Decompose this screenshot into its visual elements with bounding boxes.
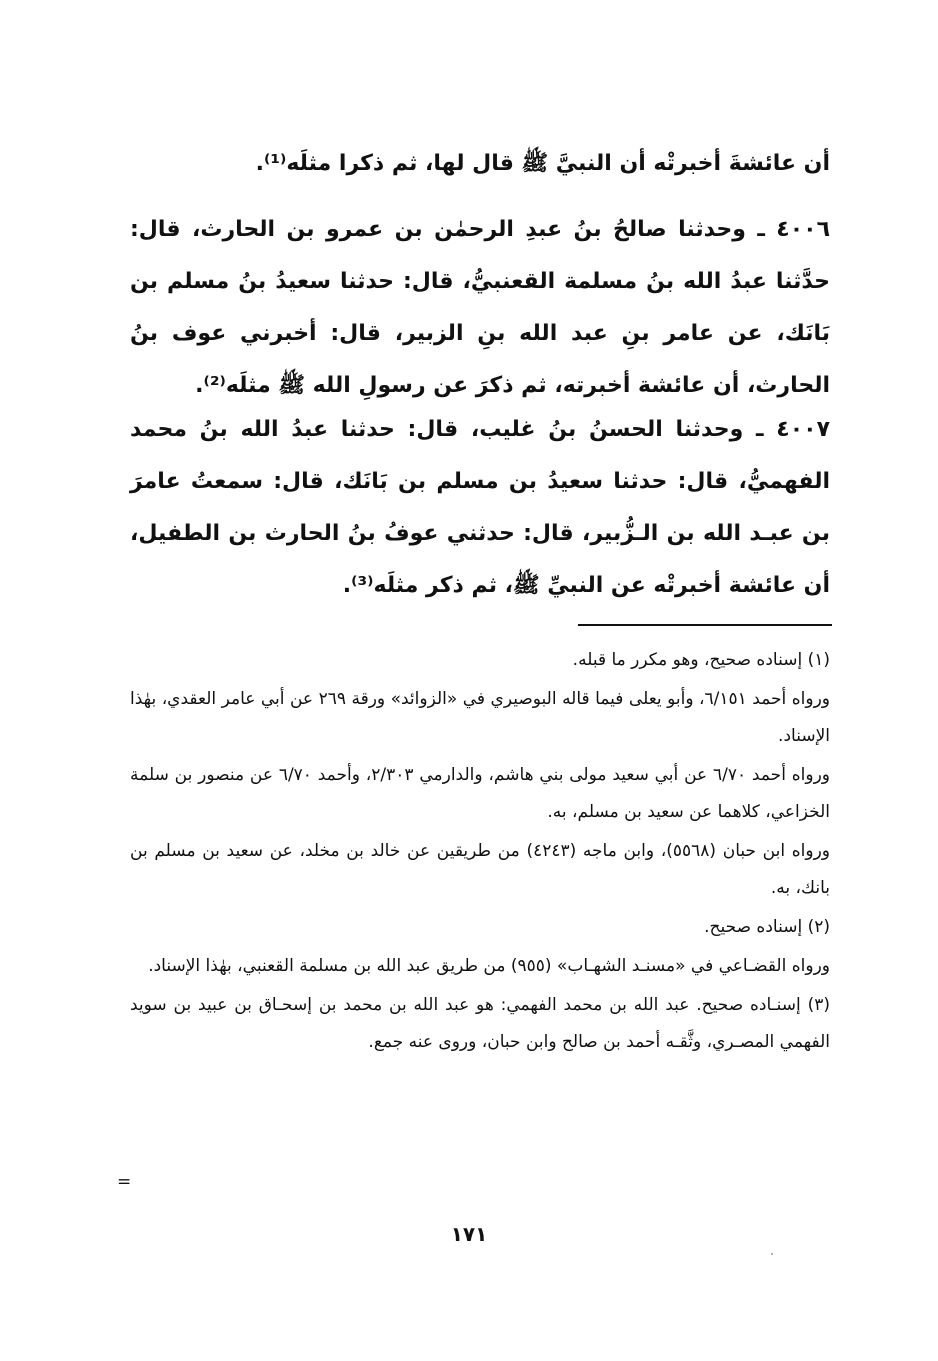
footnote-2-continuation: ورواه القضـاعي في «مسنـد الشهـاب» (٩٥٥) من طريق عبد الله بن مسلمة القعنبي، بهٰذا الإسناد. bbox=[148, 956, 830, 976]
footnote-2: (٢) إسناده صحيح. bbox=[704, 917, 830, 937]
footnote-1-continuation-b: ورواه أحمد ٦/٧٠ عن أبي سعيد مولى بني هاشم، والدارمي ٢/٣٠٣، وأحمد ٦/٧٠ عن منصور بن سلمة الخزاعي، كلاهما عن سعيد بن مسلم، به. bbox=[130, 765, 830, 822]
footnotes-block bbox=[130, 642, 830, 1063]
scan-speck bbox=[771, 1253, 773, 1255]
main-text-hadith-4007 bbox=[130, 404, 830, 620]
footnote-1: (١) إسناده صحيح، وهو مكرر ما قبله. bbox=[572, 650, 830, 670]
footnote-1-continuation-a: ورواه أحمد ٦/١٥١، وأبو يعلى فيما قاله البوصيري في «الزوائد» ورقة ٢٦٩ عن أبي عامر العقدي، بهٰذا الإسناد. bbox=[130, 689, 831, 746]
page-number: ١٧١ bbox=[450, 1222, 488, 1246]
paragraph-intro: أن عائشةَ أخبرتْه أن النبيَّ ﷺ قال لها، ثم ذكرا مثلَه⁽¹⁾. bbox=[255, 151, 830, 176]
continuation-mark: = bbox=[117, 1172, 132, 1192]
footnote-3: (٣) إسنـاده صحيح. عبد الله بن محمد الفهمي: هو عبد الله بن محمد بن إسحـاق بن عبيد بن سويد الفهمي المصـري، وثَّقـه أحمد بن صالح وابن حبان، وروى عنه جمع. bbox=[130, 995, 830, 1052]
main-text-hadith-4006 bbox=[130, 204, 830, 420]
footnote-separator bbox=[578, 624, 832, 626]
paragraph-hadith-4007: ٤٠٠٧ ـ وحدثنا الحسنُ بنُ غليب، قال: حدثنا عبدُ الله بنُ محمد الفهميُّ، قال: حدثنا سعيدُ بن مسلم بن بَانَك، قال: سمعتُ عامرَ بن عبـد الله بن الـزُّبير، قال: حدثني عوفُ بنُ الحارث بن الطفيل، أن عائشة أخبرتْه عن النبيِّ ﷺ، ثم ذكر مثلَه⁽³⁾. bbox=[130, 417, 830, 598]
main-text-intro bbox=[130, 138, 830, 198]
paragraph-hadith-4006: ٤٠٠٦ ـ وحدثنا صالحُ بنُ عبدِ الرحمٰن بن عمرو بن الحارث، قال: حدَّثنا عبدُ الله بنُ مسلمة القعنبيُّ، قال: حدثنا سعيدُ بنُ مسلم بن بَانَك، عن عامر بنِ عبد الله بنِ الزبير، قال: أخبرني عوف بنُ الحارث، أن عائشة أخبرته، ثم ذكرَ عن رسولِ الله ﷺ مثلَه⁽²⁾. bbox=[130, 217, 830, 398]
footnote-1-continuation-c: ورواه ابن حبان (٥٥٦٨)، وابن ماجه (٤٢٤٣) من طريقين عن خالد بن مخلد، عن سعيد بن مسلم بن بانك، به. bbox=[130, 841, 830, 898]
